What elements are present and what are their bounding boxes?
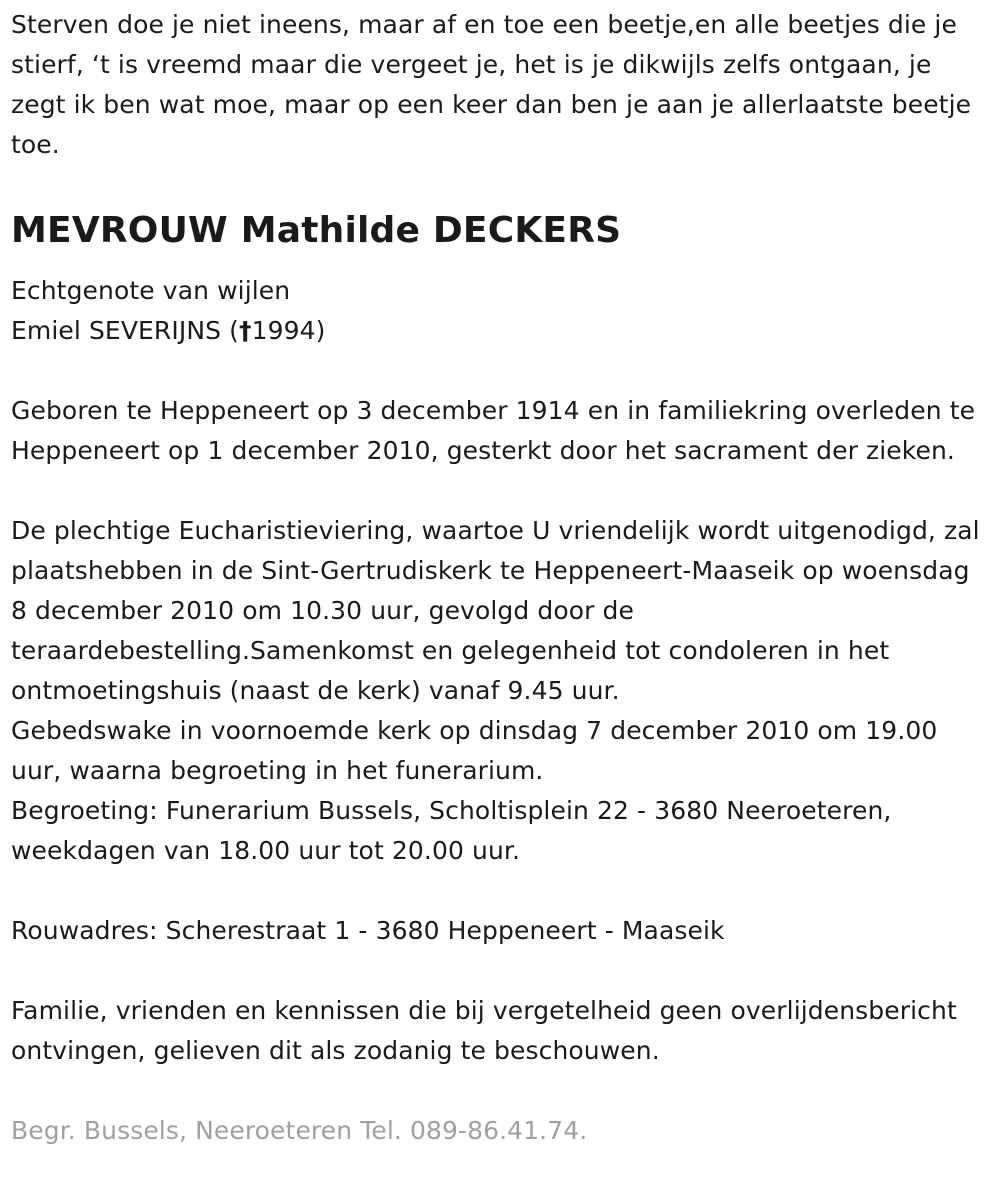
name-given: Mathilde [240, 210, 421, 251]
birth-death-paragraph: Geboren te Heppeneert op 3 december 1914 en in familiekring overleden te Heppeneert op 1 december 2010, gesterkt door het sacrament der zieken. [11, 396, 976, 465]
spacer [11, 351, 993, 391]
vigil-paragraph: Gebedswake in voornoemde kerk op dinsdag 7 december 2010 om 19.00 uur, waarna begroeting in het funerarium. [11, 716, 938, 785]
spacer [11, 471, 993, 511]
spouse-name: Emiel SEVERIJNS [11, 316, 222, 345]
mass-paragraph: De plechtige Eucharistieviering, waartoe U vriendelijk wordt uitgenodigd, zal plaatshebben in de Sint-Gertrudiskerk te Heppeneert-Maaseik op woensdag 8 december 2010 om 10.30 uur, gevolgd door de teraardebestelling.Samenkomst en gelegenheid tot condoleren in het ontmoetingshuis (naast de kerk) vanaf 9.45 uur. [11, 516, 980, 705]
mourning-address: Rouwadres: Scherestraat 1 - 3680 Heppeneert - Maaseik [11, 916, 725, 945]
deceased-name [11, 205, 993, 271]
spouse-name-line [11, 311, 993, 351]
spacer [11, 951, 993, 991]
spacer [11, 871, 993, 911]
spouse-open-paren: ( [229, 316, 240, 345]
name-title: MEVROUW [11, 210, 228, 251]
spouse-death-year: 1994 [251, 316, 316, 345]
funeral-home-footer: Begr. Bussels, Neeroeteren Tel. 089-86.41.74. [11, 1116, 588, 1145]
opening-verse: Sterven doe je niet ineens, maar af en toe een beetje,en alle beetjes die je stierf, ‘t is vreemd maar die vergeet je, het is je dikwijls zelfs ontgaan, je zegt ik ben wat moe, maar op een keer dan ben je aan je allerlaatste beetje toe. [11, 10, 972, 159]
spouse-line: Echtgenote van wijlen [11, 276, 291, 305]
spouse-close-paren: ) [315, 316, 326, 345]
obituary-document [11, 5, 993, 1151]
notice-paragraph: Familie, vrienden en kennissen die bij vergetelheid geen overlijdensbericht ontvingen, gelieven dit als zodanig te beschouwen. [11, 996, 957, 1065]
name-family: DECKERS [432, 210, 622, 251]
greeting-paragraph: Begroeting: Funerarium Bussels, Scholtisplein 22 - 3680 Neeroeteren, weekdagen van 18.00 uur tot 20.00 uur. [11, 796, 892, 865]
cross-icon: † [239, 316, 252, 345]
